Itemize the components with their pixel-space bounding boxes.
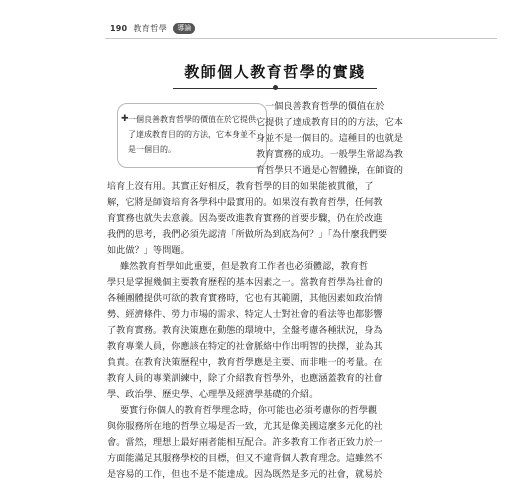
body-line: 教育人員的專業訓練中，除了介紹教育哲學外，也應涵蓋教育的社會 [107, 373, 383, 384]
plus-icon: ✚ [121, 114, 129, 124]
title-block [170, 63, 380, 81]
body-line: 要實行你個人的教育哲學理念時，你可能也必須考慮你的哲學觀 [120, 405, 378, 416]
title-dot [273, 85, 278, 90]
pullquote-text: 一個良善教育哲學的價值在於它提供了達成教育目的的方法，它本身並不是一個目的。 [128, 115, 256, 154]
body-line: 各種團體提供可欲的教育實務時，它也有其範圍，其他因素如政治情 [107, 293, 383, 304]
body-line: 學只是掌握幾個主要教育歷程的基本因素之一。當教育哲學為社會的 [107, 277, 383, 288]
body-line: 身並不是一個目的。這種目的也就是 [256, 133, 403, 144]
book-title: 教育哲學 [133, 23, 168, 33]
running-header [110, 20, 195, 36]
pullquote-box [117, 103, 267, 168]
body-line: 是容易的工作，但也不是不能達成。因為既然是多元的社會，就易於 [107, 469, 383, 480]
body-line: 了教育實務。教育決策應在動態的環境中，全盤考慮各種狀況，身為 [107, 325, 383, 336]
body-line: 學、政治學、歷史學、心理學及經濟學基礎的介紹。 [107, 389, 319, 400]
body-line: 解，它將是師資培育各學科中最實用的。如果沒有教育哲學，任何教 [107, 197, 383, 208]
body-line: 負責。在教育決策歷程中，教育哲學應是主要、而非唯一的考量。在 [107, 357, 383, 368]
body-line: 它提供了達成教育目的的方法，它本 [256, 117, 403, 128]
body-line: 方面能滿足其服務學校的目標，但又不違背個人教育理念。這雖然不 [107, 453, 383, 464]
body-line: 會。當然，理想上最好兩者能相互配合。許多教育工作者正致力於一 [107, 437, 383, 448]
body-line: 與你服務所在地的哲學立場是否一致，尤其是像美國這麼多元化的社 [107, 421, 383, 432]
body-line: 教育專業人員，你應該在特定的社會脈絡中作出明智的抉擇，並為其 [107, 341, 383, 352]
body-line: 雖然教育哲學如此重要，但是教育工作者也必須體認，教育哲 [120, 261, 369, 272]
body-line: 育哲學只不過是心智體操，在師資的 [256, 165, 403, 176]
body-line: 勢、經濟條件、勞力市場的需求、特定人士對社會的看法等也都影響 [107, 309, 383, 320]
body-line: 育實務也就失去意義。因為要改進教育實務的首要步驟，仍在於改進 [107, 213, 383, 224]
body-line: 培育上沒有用。其實正好相反，教育哲學的目的如果能被貫徹，了 [107, 181, 374, 192]
section-badge: 導論 [173, 23, 195, 34]
body-line: 如此做？」等問題。 [107, 245, 190, 256]
body-line: 教育實務的成功。一般學生常認為教 [256, 149, 403, 160]
body-line: 我們的思考，我們必須先認清「所做所為到底為何？」「為什麼我們要 [107, 229, 388, 240]
header-rule [105, 38, 497, 39]
article-title: 教師個人教育哲學的實踐 [184, 63, 366, 81]
body-line: 一個良善教育哲學的價值在於 [265, 101, 385, 112]
page-number: 190 [110, 23, 128, 33]
